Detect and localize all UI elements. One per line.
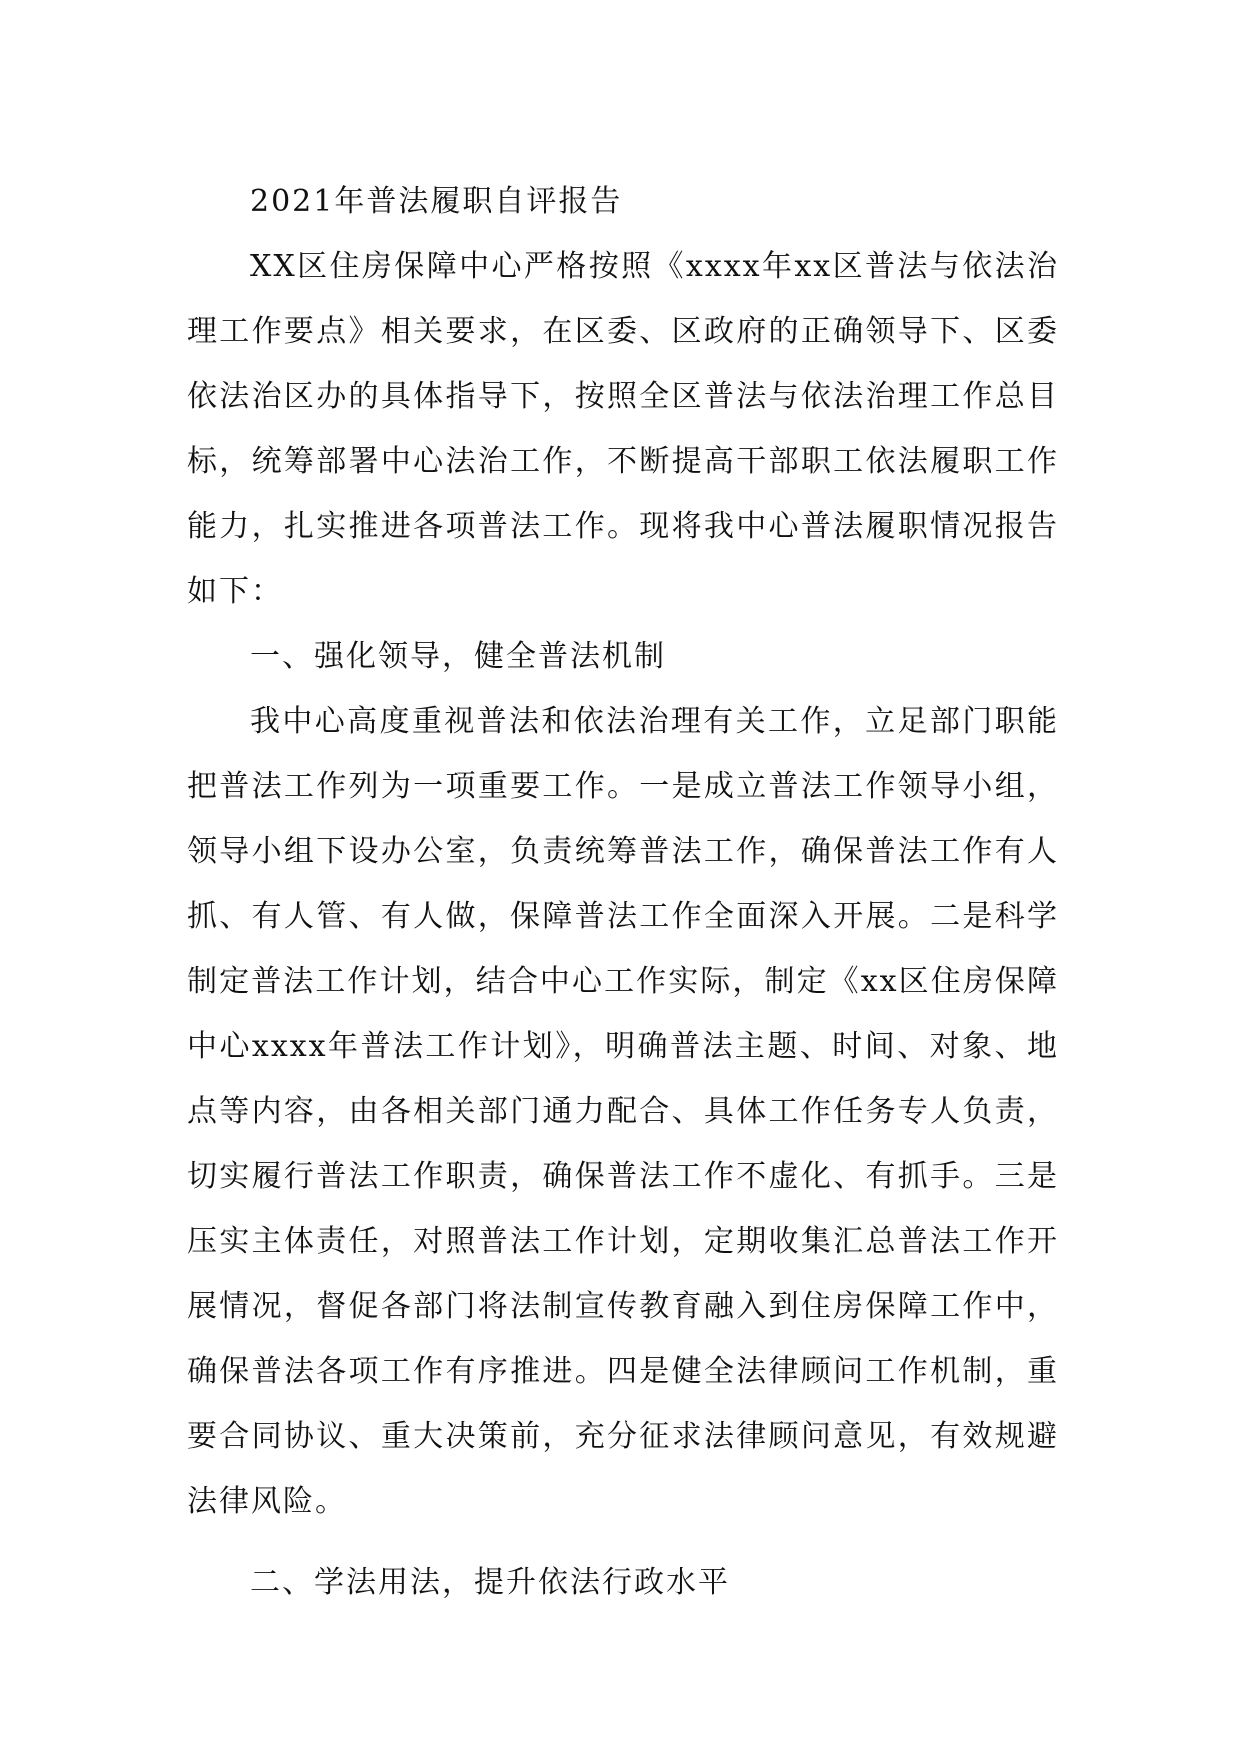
section-2-heading: 二、学法用法，提升依法行政水平 bbox=[250, 1565, 730, 1600]
document-title: 2021年普法履职自评报告 bbox=[250, 184, 623, 219]
section-1-paragraph: 我中心高度重视普法和依法治理有关工作，立足部门职能把普法工作列为一项重要工作。一是成立普法工作领导小组，领导小组下设办公室，负责统筹普法工作，确保普法工作有人抓、有人管、有人做，保障普法工作全面深入开展。二是科学制定普法工作计划，结合中心工作实际，制定《xx区住房保障中心xxxx年普法工作计划》，明确普法主题、时间、对象、地点等内容，由各相关部门通力配合、具体工作任务专人负责，切实履行普法工作职责，确保普法工作不虚化、有抓手。三是压实主体责任，对照普法工作计划，定期收集汇总普法工作开展情况，督促各部门将法制宣传教育融入到住房保障工作中，确保普法各项工作有序推进。四是健全法律顾问工作机制，重要合同协议、重大决策前，充分征求法律顾问意见，有效规避法律风险。 bbox=[187, 704, 1059, 1519]
section-1-heading: 一、强化领导，健全普法机制 bbox=[250, 639, 666, 674]
document-body bbox=[187, 169, 1059, 1615]
intro-paragraph: XX区住房保障中心严格按照《xxxx年xx区普法与依法治理工作要点》相关要求，在区委、区政府的正确领导下、区委依法治区办的具体指导下，按照全区普法与依法治理工作总目标，统筹部署中心法治工作，不断提高干部职工依法履职工作能力，扎实推进各项普法工作。现将我中心普法履职情况报告如下： bbox=[187, 249, 1059, 609]
